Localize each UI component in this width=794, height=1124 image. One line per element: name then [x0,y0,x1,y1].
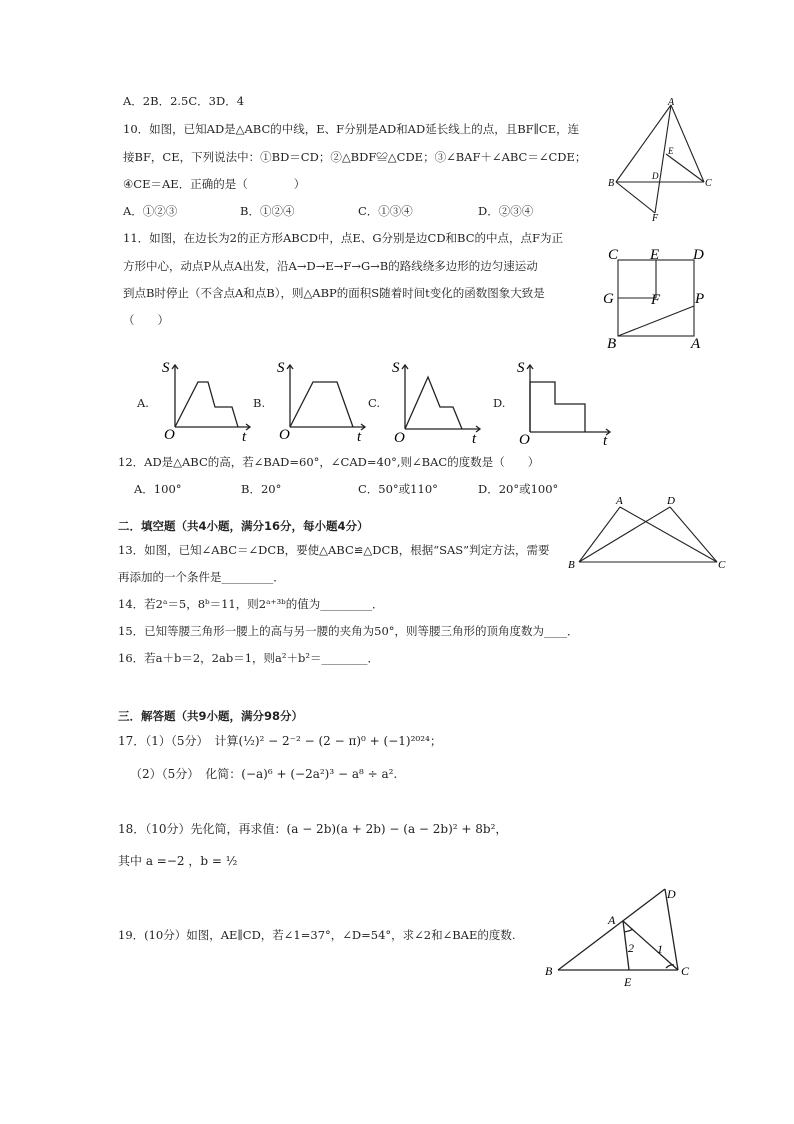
q10-option-c[interactable]: C．①③④ [358,204,413,218]
q10-label-a: A [668,97,675,108]
q19-text: 19．(10分）如图，AE∥CD，若∠1=37°，∠D=54°，求∠2和∠BAE的度数. [118,928,516,942]
q11-text-line3: 到点B时停止（不含点A和点B），则△ABP的面积S随着时间t变化的函数图象大致是 [123,286,545,300]
q13-label-b: B [568,559,575,571]
q11-label-e: E [650,247,660,263]
q11-graph-b-s: S [277,360,285,376]
q18-text-line2: 其中 a =−2 ，b = ½ [118,854,238,868]
q11-option-c[interactable]: C. [368,396,381,410]
q11-label-f: F [651,292,661,308]
q11-graph-b-o: O [279,427,290,443]
q19-label-a: A [608,913,616,927]
q11-label-p: P [695,291,705,307]
q10-label-b: B [608,178,615,189]
q10-label-f: F [652,213,659,224]
section-solve-heading: 三．解答题（共9小题，满分98分） [118,709,304,723]
q19-label-e: E [624,975,632,989]
q11-graph-c-s: S [392,360,400,376]
q19-label-d: D [667,887,676,901]
q11-option-b[interactable]: B. [253,396,266,410]
q10-option-a[interactable]: A．①②③ [123,204,178,218]
q11-label-c: C [608,247,619,263]
q10-label-d: D [652,171,659,181]
q19-figure [540,880,715,990]
q13-figure [565,490,730,575]
q11-graph-c-o: O [394,430,405,446]
q11-graph-d-o: O [519,432,530,448]
q11-graph-a-o: O [164,427,175,443]
q11-graph-d-t: t [603,433,608,449]
q9-options: A．2B．2.5C．3D．4 [123,94,245,108]
q13-text-line2: 再添加的一个条件是_________． [118,570,285,584]
q13-label-c: C [718,559,726,571]
q11-label-g: G [603,291,614,307]
q10-option-d[interactable]: D．②③④ [478,204,534,218]
q11-graph-c-t: t [472,431,477,447]
q11-graph-a-s: S [162,360,170,376]
q11-label-b: B [607,336,617,352]
q19-label-b: B [545,964,553,978]
q13-text-line1: 13．如图，已知∠ABC＝∠DCB，要使△ABC≌△DCB，根据“SAS”判定方法，需要 [118,543,550,557]
q11-option-a[interactable]: A. [137,396,149,410]
q11-graph-b[interactable] [275,357,370,445]
q10-text-line1: 10．如图，已知AD是△ABC的中线，E、F分别是AD和AD延长线上的点，且BF∥CE，连 [123,122,580,136]
q12-option-b[interactable]: B．20° [241,482,282,496]
q11-option-d[interactable]: D. [493,396,506,410]
q10-label-c: C [705,178,712,189]
q17-part1: 17．（1）（5分） 计算(½)² − 2⁻² − (2 − π)⁰ + (−1)²⁰²⁴； [118,734,442,748]
q19-label-angle2: 2 [628,941,634,955]
q19-label-angle1: 1 [657,942,663,956]
q19-label-c: C [681,964,690,978]
q10-text-line3: ④CE＝AE．正确的是（ ） [123,177,306,191]
q18-text-line1: 18．（10分）先化简，再求值：(a − 2b)(a + 2b) − (a − 2b)² + 8b²， [118,822,508,836]
q14-text: 14．若2ᵃ＝5，8ᵇ＝11，则2ᵃ⁺³ᵇ的值为_________． [118,597,384,611]
q16-text: 16．若a＋b＝2，2ab＝1，则a²＋b²＝________． [118,651,379,665]
q11-text-line2: 方形中心，动点P从点A出发，沿A→D→E→F→G→B的路线绕多边形的边匀速运动 [123,259,538,273]
q11-graph-a[interactable] [160,357,255,445]
q11-label-d: D [693,247,704,263]
q11-graph-a-t: t [242,429,247,445]
q12-option-c[interactable]: C．50°或110° [358,482,438,496]
q12-option-a[interactable]: A．100° [134,482,182,496]
q15-text: 15．已知等腰三角形一腰上的高与另一腰的夹角为50°，则等腰三角形的顶角度数为____． [118,624,579,638]
q11-square-figure [603,243,713,353]
q11-graph-d[interactable] [515,357,615,449]
q12-option-d[interactable]: D．20°或100° [478,482,559,496]
section-fill-in-heading: 二．填空题（共4小题，满分16分，每小题4分） [118,519,369,533]
q10-option-b[interactable]: B．①②④ [240,204,295,218]
q13-label-d: D [667,495,675,507]
q10-label-e: E [668,146,674,156]
q11-graph-c[interactable] [390,357,485,445]
q13-label-a: A [616,495,623,507]
q12-text: 12．AD是△ABC的高，若∠BAD=60°，∠CAD=40°,则∠BAC的度数是（ ） [118,455,540,469]
q11-label-a: A [691,336,701,352]
q17-part2: （2）（5分） 化简：(−a)⁶ + (−2a²)³ − a⁸ ÷ a². [130,767,398,781]
q11-text-line1: 11．如图，在边长为2的正方形ABCD中，点E、G分别是边CD和BC的中点，点F为正 [123,231,563,245]
q11-text-line4: （ ） [123,313,169,327]
q10-text-line2: 接BF，CE，下列说法中：①BD＝CD；②△BDF≌△CDE；③∠BAF＋∠ABC＝∠CDE； [123,150,587,164]
q10-figure [605,95,715,225]
q11-graph-b-t: t [357,429,362,445]
q11-graph-d-s: S [517,360,525,376]
